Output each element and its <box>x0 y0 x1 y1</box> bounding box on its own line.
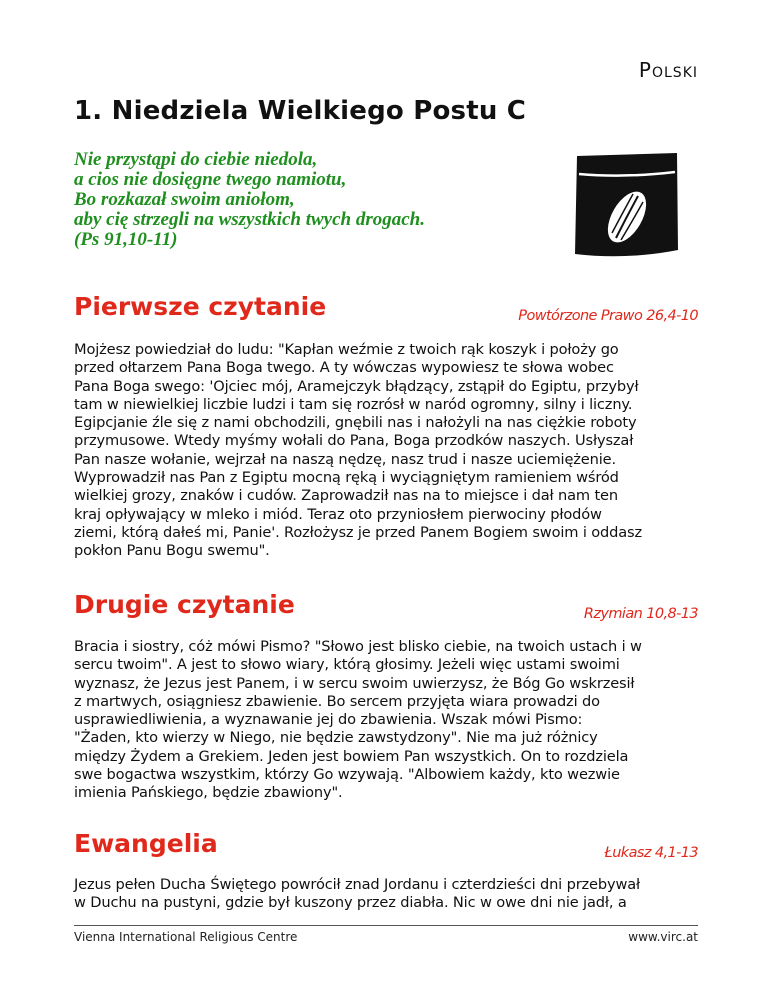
second-reading-text <box>74 638 698 803</box>
antiphon-line: aby cię strzegli na wszystkich twych drogach. <box>74 209 425 230</box>
footer-organization: Vienna International Religious Centre <box>74 930 298 944</box>
antiphon-line: Bo rozkazał swoim aniołom, <box>74 189 295 210</box>
text-line: Mojżesz powiedział do ludu: "Kapłan weźmie z twoich rąk koszyk i położy go <box>74 341 619 358</box>
text-line: Jezus pełen Ducha Świętego powrócił znad Jordanu i czterdzieści dni przebywał <box>74 876 641 893</box>
text-line: imienia Pańskiego, będzie zbawiony". <box>74 784 343 802</box>
language-label: Polski <box>638 58 698 82</box>
first-reading-header <box>74 292 698 326</box>
second-reading-heading: Drugie czytanie <box>74 590 295 619</box>
text-line: wyznasz, że Jezus jest Panem, i w sercu swoim uwierzysz, że Bóg Go wskrzesił <box>74 674 635 692</box>
text-line: w Duchu na pustyni, gdzie był kuszony przez diabła. Nic w owe dni nie jadł, a <box>74 894 627 912</box>
antiphon-line: Nie przystąpi do ciebie niedola, <box>74 149 318 170</box>
gospel-text <box>74 876 698 913</box>
text-line: pokłon Panu Bogu swemu". <box>74 542 270 560</box>
antiphon-reference: (Ps 91,10-11) <box>74 229 178 250</box>
text-line: z martwych, osiągniesz zbawienie. Bo sercem przyjęta wiara prowadzi do <box>74 692 600 710</box>
text-line: Egipcjanie źle się z nami obchodzili, gnębili nas i nałożyli na nas ciężkie roboty <box>74 414 637 432</box>
footer-website: www.virc.at <box>628 930 698 944</box>
gospel-header <box>74 829 698 863</box>
text-line: przed ołtarzem Pana Boga twego. A ty wówczas wypowiesz te słowa wobec <box>74 359 614 377</box>
first-reading-heading: Pierwsze czytanie <box>74 292 327 321</box>
text-line: "Żaden, kto wierzy w Niego, nie będzie zawstydzony". Nie ma już różnicy <box>74 729 598 747</box>
first-reading-reference: Powtórzone Prawo 26,4-10 <box>518 308 698 324</box>
seed-pouch-icon <box>565 150 685 262</box>
entrance-antiphon <box>74 150 544 250</box>
footer-divider <box>74 925 698 926</box>
antiphon-line: a cios nie dosięgne twego namiotu, <box>74 169 347 190</box>
text-line: Wyprowadził nas Pan z Egiptu mocną ręką i wyciągniętym ramieniem wśród <box>74 469 619 487</box>
text-line: Bracia i siostry, cóż mówi Pismo? "Słowo jest blisko ciebie, na twoich ustach i w <box>74 638 642 655</box>
page-title: 1. Niedziela Wielkiego Postu C <box>74 96 527 126</box>
gospel-heading: Ewangelia <box>74 829 218 858</box>
text-line: usprawiedliwienia, a wyznawanie jej do zbawienia. Wszak mówi Pismo: <box>74 711 583 729</box>
second-reading-reference: Rzymian 10,8-13 <box>583 606 698 622</box>
second-reading-header <box>74 590 698 624</box>
gospel-reference: Łukasz 4,1-13 <box>604 845 698 861</box>
text-line: między Żydem a Grekiem. Jeden jest bowiem Pan wszystkich. On to rozdziela <box>74 747 629 765</box>
text-line: sercu twoim". A jest to słowo wiary, którą głosimy. Jeżeli więc ustami swoimi <box>74 656 620 674</box>
text-line: kraj opływający w mleko i miód. Teraz oto przyniosłem pierwociny płodów <box>74 505 602 523</box>
text-line: swe bogactwa wszystkim, którzy Go wzywają. "Albowiem każdy, kto wezwie <box>74 766 620 784</box>
text-line: wielkiej grozy, znaków i cudów. Zaprowadził nas na to miejsce i dał nam ten <box>74 487 618 505</box>
text-line: Pan nasze wołanie, wejrzał na naszą nędzę, nasz trud i nasze uciemiężenie. <box>74 450 616 468</box>
text-line: tam w niewielkiej liczbie ludzi i tam się rozrósł w naród ogromny, silny i liczny. <box>74 395 633 413</box>
text-line: ziemi, którą dałeś mi, Panie'. Rozłożysz je przed Panem Bogiem swoim i oddasz <box>74 523 642 541</box>
first-reading-text <box>74 341 698 561</box>
text-line: Pana Boga swego: 'Ojciec mój, Aramejczyk błądzący, zstąpił do Egiptu, przybył <box>74 377 639 395</box>
text-line: przymusowe. Wtedy myśmy wołali do Pana, Boga przodków naszych. Usłyszał <box>74 432 634 450</box>
